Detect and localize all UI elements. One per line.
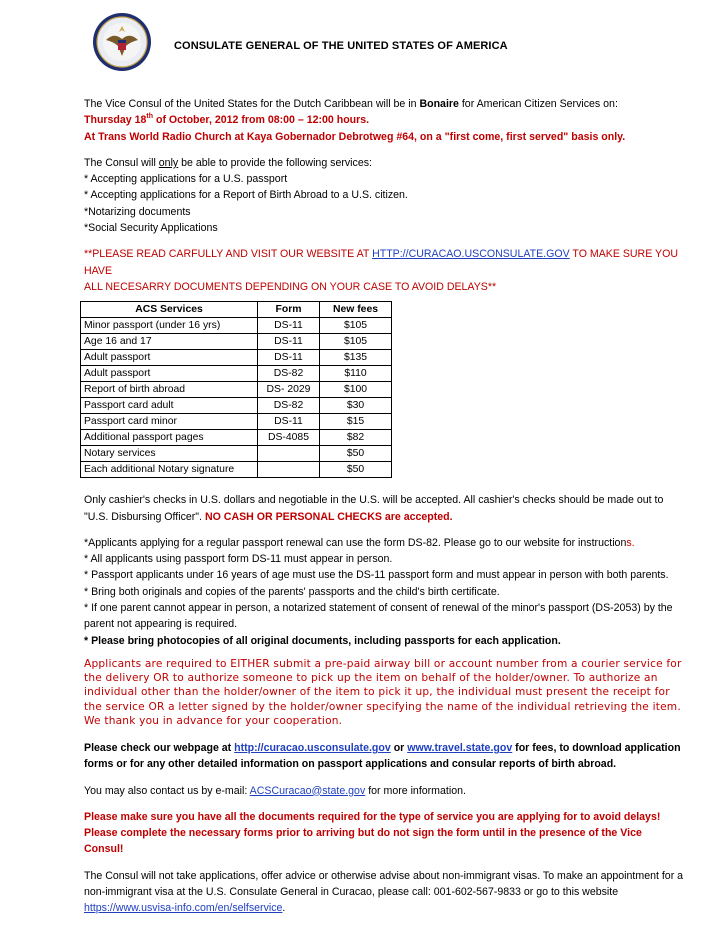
document-title: CONSULATE GENERAL OF THE UNITED STATES OF AMERICA (174, 40, 508, 52)
email-link[interactable]: ACSCuracao@state.gov (249, 784, 366, 797)
consulate-website-link[interactable]: http://curacao.usconsulate.gov (234, 741, 391, 754)
table-row: Notary services $50 (81, 446, 392, 462)
table-row: Additional passport pages DS-4085 $82 (81, 430, 392, 446)
service-item: *Social Security Applications (84, 222, 218, 235)
service-item: * Accepting applications for a U.S. passport (84, 173, 288, 186)
event-date: Thursday 18th of October, 2012 from 08:00 – 12:00 hours. (84, 113, 370, 127)
rule-line: *Applicants applying for a regular passport renewal can use the form DS-82. Please go to our website for instructions. (84, 536, 635, 549)
warning-line: Please complete the necessary forms prior to arriving but do not sign the form until in the presence of the Vice Consul! (84, 827, 642, 856)
rule-line: * Please bring photocopies of all original documents, including passports for each application. (84, 634, 561, 647)
rule-line: * All applicants using passport form DS-11 must appear in person. (84, 553, 393, 566)
table-row: Age 16 and 17 DS-11 $105 (81, 334, 392, 350)
table-row: Adult passport DS-82 $110 (81, 366, 392, 382)
intro-line: The Vice Consul of the United States for the Dutch Caribbean will be in Bonaire for American Citizen Services on: (84, 98, 618, 110)
warning-line: Please make sure you have all the documents required for the type of service you are applying for to avoid delays! (84, 810, 661, 823)
table-header-row (81, 302, 392, 318)
contact-note: You may also contact us by e-mail: ACSCuracao@state.gov for more information. (84, 784, 466, 797)
usvisa-link[interactable]: https://www.usvisa-info.com/en/selfservice (84, 902, 283, 915)
table-row: Adult passport DS-11 $135 (81, 350, 392, 366)
website-notice-cont: ALL NECESARRY DOCUMENTS DEPENDING ON YOUR CASE TO AVOID DELAYS** (84, 280, 497, 293)
us-department-of-state-seal-icon (92, 12, 152, 72)
table-row: Passport card minor DS-11 $15 (81, 414, 392, 430)
rule-line: * Bring both originals and copies of the parents' passports and the child's birth certificate. (84, 585, 500, 598)
rule-line: * If one parent cannot appear in person, a notarized statement of consent of renewal of the minor's passport (DS-2053) by the parent not appearing is required. (84, 602, 673, 631)
table-header: Form (258, 302, 320, 318)
table-row: Minor passport (under 16 yrs) DS-11 $105 (81, 318, 392, 334)
website-notice: **PLEASE READ CARFULLY AND VISIT OUR WEBSITE AT HTTP://CURACAO.USCONSULATE.GOV TO MAKE SURE YOU HAVE (84, 248, 678, 277)
service-item: * Accepting applications for a Report of Birth Abroad to a U.S. citizen. (84, 189, 408, 202)
consulate-website-link[interactable]: HTTP://CURACAO.USCONSULATE.GOV (372, 248, 570, 261)
webpage-note: Please check our webpage at http://curacao.usconsulate.gov or www.travel.state.gov for fees, to download application forms or for any other detailed information on passport applications and consular reports of birth abroad. (84, 741, 681, 771)
document-body (84, 96, 684, 917)
table-row: Each additional Notary signature $50 (81, 462, 392, 478)
table-header: New fees (320, 302, 392, 318)
payment-note: Only cashier's checks in U.S. dollars and negotiable in the U.S. will be accepted. All cashier's checks should be made out to "U.S. Disbursing Officer". NO CASH OR PERSONAL CHECKS are accepted. (84, 494, 664, 523)
event-location: At Trans World Radio Church at Kaya Gobernador Debrotweg #64, on a "first come, first served" basis only. (84, 130, 626, 143)
visa-note: The Consul will not take applications, offer advice or otherwise advise about non-immigrant visas. To make an appointment for a non-immigrant visa at the U.S. Consulate General in Curacao, please call: 001-602-567-9833 or go to this website https://www.usvisa-info.com/en/selfservice. (84, 869, 684, 915)
rule-line: * Passport applicants under 16 years of age must use the DS-11 passport form and must appear in person with both parents. (84, 569, 669, 582)
services-lead: The Consul will only be able to provide the following services: (84, 156, 372, 169)
travel-state-gov-link[interactable]: www.travel.state.gov (407, 741, 513, 754)
service-item: *Notarizing documents (84, 205, 191, 218)
table-row: Passport card adult DS-82 $30 (81, 398, 392, 414)
table-header: ACS Services (81, 302, 258, 318)
table-row: Report of birth abroad DS- 2029 $100 (81, 382, 392, 398)
fees-table (80, 301, 392, 478)
courier-notice: Applicants are required to EITHER submit a pre-paid airway bill or account number from a courier service for the delivery OR to authorize someone to pick up the item on behalf of the holder/owner. To authorize an individual other than the holder/owner of the item to pick it up, the individual must present the receipt for the service OR a letter signed by the holder/owner specifying the name of the individual retrieving the item. We thank you in advance for your cooperation. (84, 657, 682, 727)
